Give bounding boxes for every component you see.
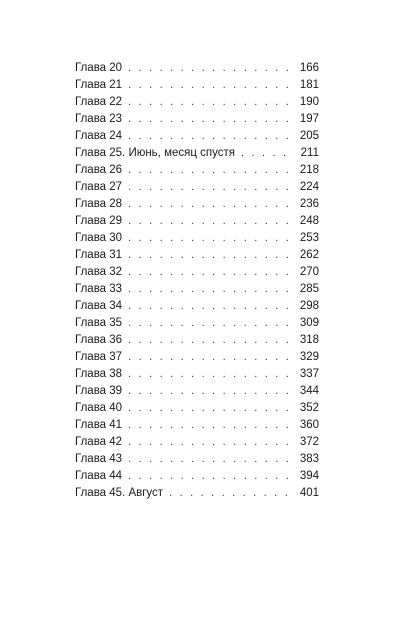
toc-leader-dots bbox=[128, 213, 293, 230]
toc-entry-title: Глава 43 bbox=[75, 453, 123, 465]
toc-entry-page-number: 401 bbox=[299, 487, 319, 499]
toc-entry-title: Глава 36 bbox=[75, 334, 123, 346]
toc-entry-title: Глава 33 bbox=[75, 283, 123, 295]
toc-entry-title: Глава 27 bbox=[75, 181, 123, 193]
toc-leader-dots bbox=[128, 162, 293, 179]
toc-entry bbox=[75, 434, 319, 451]
toc-entry-title: Глава 20 bbox=[75, 62, 123, 74]
toc-entry-title: Глава 38 bbox=[75, 368, 123, 380]
toc-leader-dots bbox=[128, 264, 293, 281]
toc-entry-page-number: 224 bbox=[299, 181, 319, 193]
toc-entry-title: Глава 42 bbox=[75, 436, 123, 448]
toc-entry-title: Глава 35 bbox=[75, 317, 123, 329]
toc-entry bbox=[75, 128, 319, 145]
toc-entry bbox=[75, 111, 319, 128]
toc-entry-page-number: 344 bbox=[299, 385, 319, 397]
toc-entry-title: Глава 44 bbox=[75, 470, 123, 482]
toc-entry-title: Глава 28 bbox=[75, 198, 123, 210]
toc-entry-page-number: 298 bbox=[299, 300, 319, 312]
toc-leader-dots bbox=[128, 247, 293, 264]
toc-entry bbox=[75, 94, 319, 111]
toc-entry-title: Глава 23 bbox=[75, 113, 123, 125]
toc-entry bbox=[75, 60, 319, 77]
toc-leader-dots bbox=[128, 60, 293, 77]
toc-entry bbox=[75, 213, 319, 230]
toc-entry-page-number: 190 bbox=[299, 96, 319, 108]
toc-leader-dots bbox=[128, 468, 293, 485]
toc-entry-page-number: 197 bbox=[299, 113, 319, 125]
toc-entry-page-number: 248 bbox=[299, 215, 319, 227]
toc-entry-page-number: 270 bbox=[299, 266, 319, 278]
toc-entry bbox=[75, 485, 319, 502]
toc-entry bbox=[75, 162, 319, 179]
toc-entry-page-number: 236 bbox=[299, 198, 319, 210]
toc-entry-title: Глава 31 bbox=[75, 249, 123, 261]
toc-entry bbox=[75, 366, 319, 383]
toc-entry-page-number: 360 bbox=[299, 419, 319, 431]
toc-entry-title: Глава 37 bbox=[75, 351, 123, 363]
toc-leader-dots bbox=[128, 366, 293, 383]
toc-entry-page-number: 218 bbox=[299, 164, 319, 176]
toc-entry bbox=[75, 247, 319, 264]
toc-entry-page-number: 166 bbox=[299, 62, 319, 74]
toc-leader-dots bbox=[128, 417, 293, 434]
toc-leader-dots bbox=[128, 230, 293, 247]
toc-entry bbox=[75, 196, 319, 213]
toc-leader-dots bbox=[128, 111, 293, 128]
toc-entry-title: Глава 25. Июнь, месяц спустя bbox=[75, 147, 235, 159]
toc-entry bbox=[75, 281, 319, 298]
toc-entry-page-number: 372 bbox=[299, 436, 319, 448]
toc-entry bbox=[75, 332, 319, 349]
toc-entry-page-number: 262 bbox=[299, 249, 319, 261]
toc-entry-title: Глава 21 bbox=[75, 79, 123, 91]
toc-entry bbox=[75, 383, 319, 400]
toc-entry bbox=[75, 400, 319, 417]
toc-leader-dots bbox=[128, 383, 293, 400]
toc-entry-page-number: 329 bbox=[299, 351, 319, 363]
toc-entry bbox=[75, 417, 319, 434]
toc-entry-title: Глава 24 bbox=[75, 130, 123, 142]
toc-entry bbox=[75, 315, 319, 332]
toc-entry-title: Глава 26 bbox=[75, 164, 123, 176]
toc-entry-title: Глава 40 bbox=[75, 402, 123, 414]
toc-entry-page-number: 211 bbox=[300, 147, 319, 159]
toc-leader-dots bbox=[128, 315, 293, 332]
toc-entry bbox=[75, 298, 319, 315]
toc-entry-page-number: 205 bbox=[299, 130, 319, 142]
toc-leader-dots bbox=[128, 451, 293, 468]
toc-entry-page-number: 253 bbox=[299, 232, 319, 244]
toc-entry-title: Глава 34 bbox=[75, 300, 123, 312]
toc-entry-title: Глава 41 bbox=[75, 419, 123, 431]
toc-entry bbox=[75, 145, 319, 162]
toc-leader-dots bbox=[128, 400, 293, 417]
toc-entry-page-number: 181 bbox=[299, 79, 319, 91]
toc-entry-page-number: 394 bbox=[299, 470, 319, 482]
toc-entry-title: Глава 30 bbox=[75, 232, 123, 244]
toc-leader-dots bbox=[128, 77, 293, 94]
toc-entry bbox=[75, 349, 319, 366]
toc-entry-title: Глава 22 bbox=[75, 96, 123, 108]
toc-entry-title: Глава 29 bbox=[75, 215, 123, 227]
toc-entry bbox=[75, 77, 319, 94]
toc-leader-dots bbox=[128, 179, 293, 196]
toc-leader-dots bbox=[241, 145, 293, 162]
toc-entry-page-number: 352 bbox=[299, 402, 319, 414]
toc-leader-dots bbox=[128, 332, 293, 349]
toc-leader-dots bbox=[128, 434, 293, 451]
toc-entry-title: Глава 45. Август bbox=[75, 487, 164, 499]
toc-entry-page-number: 318 bbox=[299, 334, 319, 346]
toc-leader-dots bbox=[128, 128, 293, 145]
toc-leader-dots bbox=[128, 298, 293, 315]
table-of-contents bbox=[75, 60, 319, 502]
toc-entry bbox=[75, 230, 319, 247]
toc-leader-dots bbox=[128, 196, 293, 213]
toc-entry bbox=[75, 179, 319, 196]
toc-entry-title: Глава 32 bbox=[75, 266, 123, 278]
toc-entry bbox=[75, 264, 319, 281]
toc-entry bbox=[75, 451, 319, 468]
toc-leader-dots bbox=[128, 94, 293, 111]
toc-entry-title: Глава 39 bbox=[75, 385, 123, 397]
toc-leader-dots bbox=[169, 485, 293, 502]
toc-entry-page-number: 383 bbox=[299, 453, 319, 465]
toc-leader-dots bbox=[128, 281, 293, 298]
toc-entry-page-number: 285 bbox=[299, 283, 319, 295]
toc-entry bbox=[75, 468, 319, 485]
toc-leader-dots bbox=[128, 349, 293, 366]
toc-entry-page-number: 309 bbox=[299, 317, 319, 329]
toc-entry-page-number: 337 bbox=[299, 368, 319, 380]
